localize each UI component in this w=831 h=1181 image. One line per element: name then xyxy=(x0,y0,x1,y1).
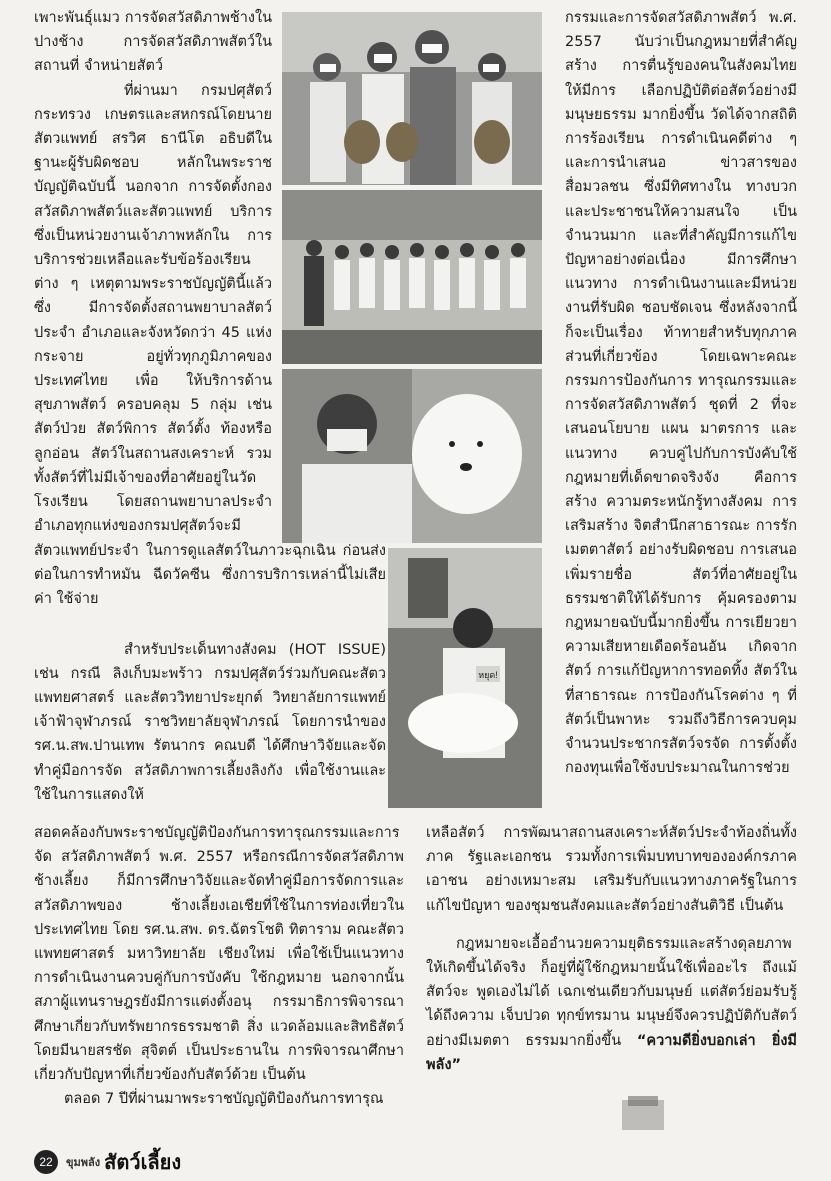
brand-prefix: ขุมพลัง xyxy=(66,1156,101,1169)
page-number-text: 22 xyxy=(39,1155,53,1169)
group-photo-graphic xyxy=(282,190,542,364)
paragraph-left-3: สัตวแพทย์ประจำ ในการดูแลสัตว์ในภาวะฉุกเฉิน ก่อนส่ง ต่อในการทำหมัน ฉีดวัคซีน ซึ่งการบริการเหล่านี้ไม่เสียค่า ใช้จ่าย xyxy=(34,543,386,608)
paragraph-right-2: เหลือสัตว์ การพัฒนาสถานสงเคราะห์สัตว์ประจำท้องถิ่นทั้งภาค รัฐและเอกชน รวมทั้งการเพิ่มบทบาทขององค์กรภาคเอาชน อย่างเหมาะสม เสริมรับกับแนวทางภาครัฐในการแก้ไขปัญหา ของชุมชนสังคมและสัตว์อย่างสันติวิธี เป็นต้น xyxy=(426,825,797,914)
right-column xyxy=(565,6,797,781)
page-number xyxy=(34,1150,58,1174)
brand-title: สัตว์เลี้ยง xyxy=(104,1150,182,1174)
photo-students-masks xyxy=(282,12,542,185)
paragraph-left-2: ที่ผ่านมา กรมปศุสัตว์ กระทรวง เกษตรและสหกรณ์โดยนายสัตวแพทย์ สรวิศ ธานีโต อธิบดีในฐานะผู้รับผิดชอบ หลักในพระราชบัญญัติฉบับนี้ นอกจาก การจัดตั้งกองสวัสดิภาพสัตว์และสัตวแพทย์ บริการ ซึ่งเป็นหน่วยงานเจ้าภาพหลักใน การบริการช่วยเหลือและรับข้อร้องเรียน ต่าง ๆ เหตุตามพระราชบัญญัตินี้แล้ว ซึ่ง มีการจัดตั้งสถานพยาบาลสัตว์ ประจำ อำเภอและจังหวัดกว่า 45 แห่ง กระจาย อยู่ทั่วทุกภูมิภาคของประเทศไทย เพื่อ ให้บริการด้านสุขภาพสัตว์ ครอบคลุม 5 กลุ่ม เช่น สัตว์ป่วย สัตว์พิการ สัตว์ตั้ง ท้องหรือลูกอ่อน สัตว์ในสถานสงเคราะห์ รวมทั้งสัตว์ที่ไม่มีเจ้าของที่อาศัยอยู่ในวัด โรงเรียน โดยสถานพยาบาลประจำ อำเภอทุกแห่งของกรมปศุสัตว์จะมี xyxy=(34,82,272,535)
closing-quote: “ความดียิ่งบอกเล่า ยิ่งมีพลัง” xyxy=(426,1032,797,1073)
man-dog-photo-graphic xyxy=(388,548,542,808)
paragraph-left-1: เพาะพันธุ์แมว การจัดสวัสดิภาพช้างใน ปางช้าง การจัดสวัสดิภาพสัตว์ในสถานที่ จำหน่ายสัตว์ xyxy=(34,10,272,75)
page-footer xyxy=(34,1148,181,1176)
boy-dog-photo-graphic xyxy=(282,369,542,543)
paragraph-left-6: ตลอด 7 ปีที่ผ่านมาพระราชบัญญัติป้องกันการทารุณ xyxy=(64,1091,384,1108)
left-mid-column xyxy=(34,539,386,807)
students-photo-graphic xyxy=(282,12,542,185)
photo-boy-with-dog xyxy=(282,369,542,543)
stamp-icon xyxy=(618,1092,668,1134)
closing-text: กฎหมายจะเอื้ออำนวยความยุติธรรมและสร้างดุลยภาพ ให้เกิดขึ้นได้จริง ก็อยู่ที่ผู้ใช้กฎหมายนั้นใช้เพื่ออะไร ถึงแม้สัตว์จะ พูดเองไม่ได้ เฉกเช่นเดียวกับมนุษย์ แต่สัตว์ย่อมรับรู้ได้ถึงความ เจ็บปวด ทุกข์ทรมาน มนุษย์จึงควรปฏิบัติกับสัตว์อย่างมีเมตตา ธรรมมากยิ่งขึ้น xyxy=(426,935,797,1049)
left-bottom-column xyxy=(34,821,404,1111)
photo-man-with-dog xyxy=(388,548,542,808)
decorative-stamp xyxy=(618,1092,668,1134)
right-bottom-column xyxy=(426,821,797,1077)
paragraph-left-5: สอดคล้องกับพระราชบัญญัติป้องกันการทารุณกรรมและการจัด สวัสดิภาพสัตว์ พ.ศ. 2557 หรือกรณีการจัดสวัสดิภาพช้างเลี้ยง ก็มีการศึกษาวิจัยและจัดทำคู่มือการจัดการและสวัสดิภาพของ ช้างเลี้ยงเอเชียที่ใช้ในการท่องเที่ยวในประเทศไทย โดย รศ.น.สพ. ดร.ฉัตรโชติ ทิตาราม คณะสัตวแพทยศาสตร์ มหาวิทยาลัย เชียงใหม่ เพื่อใช้เป็นแนวทางการดำเนินงานควบคู่กับการบังคับ ใช้กฎหมาย นอกจากนั้น สภาผู้แทนราษฎรยังมีการแต่งตั้งอนุ กรรมาธิการพิจารณาศึกษาเกี่ยวกับทรัพยากรธรรมชาติ สิ่ง แวดล้อมและสิทธิสัตว์ โดยมีนายสรชัด สุจิตต์ เป็นประธานใน การพิจารณาศึกษาเกี่ยวกับปัญหาที่เกี่ยวข้องกับสัตว์ด้วย เป็นต้น xyxy=(34,825,404,1084)
paragraph-left-4: สำหรับประเด็นทางสังคม (HOT ISSUE) เช่น กรณี ลิงเก็บมะพร้าว กรมปศุสัตว์ร่วมกับคณะสัตวแพทยศาสตร์ และสัตววิทยาประยุกต์ วิทยาลัยการแพทย์เจ้าฟ้าจุฬาภรณ์ ราชวิทยาลัยจุฬาภรณ์ โดยการนำของ รศ.น.สพ.ปานเทพ รัตนากร คณบดี ได้ศึกษาวิจัยและจัดทำคู่มือการจัด สวัสดิภาพการเลี้ยงลิงกัง เพื่อใช้งานและใช้ในการแสดงให้ xyxy=(34,641,386,803)
shirt-text: หยุด! xyxy=(478,670,498,680)
paragraph-right-3 xyxy=(426,932,797,1077)
photo-group-officials xyxy=(282,190,542,364)
paragraph-right-1: กรรมและการจัดสวัสดิภาพสัตว์ พ.ศ. 2557 นับว่าเป็นกฎหมายที่สำคัญ สร้าง การตื่นรู้ของคนในสังคมไทย ให้มีการ เลือกปฏิบัติต่อสัตว์อย่างมีมนุษยธรรม มากยิ่งขึ้น วัดได้จากสถิติการร้องเรียน การดำเนินคดีต่าง ๆ และการนำเสนอ ข่าวสารของสื่อมวลชน ซึ่งมีทิศทางใน ทางบวกและประชาชนให้ความสนใจ เป็นจำนวนมาก และที่สำคัญมีการแก้ไข ปัญหาอย่างต่อเนื่อง มีการศึกษาแนวทาง การดำเนินงานและมีหน่วยงานที่รับผิด ชอบชัดเจน ซึ่งหลังจากนี้ก็จะเป็นเรื่อง ท้าทายสำหรับทุกภาคส่วนที่เกี่ยวข้อง โดยเฉพาะคณะกรรมการป้องกันการ ทารุณกรรมและการจัดสวัสดิภาพสัตว์ ชุดที่ 2 ที่จะเสนอนโยบาย แผน มาตรการ และแนวทาง ควบคู่ไปกับการบังคับใช้ กฎหมายที่เด็ดขาดจริงจัง คือการสร้าง ความตระหนักรู้ทางสังคม การเสริมสร้าง จิตสำนึกสาธารณะ การรักเมตตาสัตว์ อย่างรับผิดชอบ การเสนอเพิ่มรายชื่อ สัตว์ที่อาศัยอยู่ในธรรมชาติให้ได้รับการ คุ้มครองตามกฎหมายฉบับนี้มากยิ่งขึ้น การเยียวยาความเสียหายเดือดร้อนอัน เกิดจากสัตว์ การแก้ปัญหาการทอดทิ้ง สัตว์ในที่สาธารณะ การป้องกันโรคต่าง ๆ ที่สัตว์เป็นพาหะ รวมถึงวิธีการควบคุม จำนวนประชากรสัตว์จรจัด การตั้งตั้ง กองทุนเพื่อใช้งบประมาณในการช่วย xyxy=(565,10,797,777)
left-column xyxy=(34,6,272,538)
